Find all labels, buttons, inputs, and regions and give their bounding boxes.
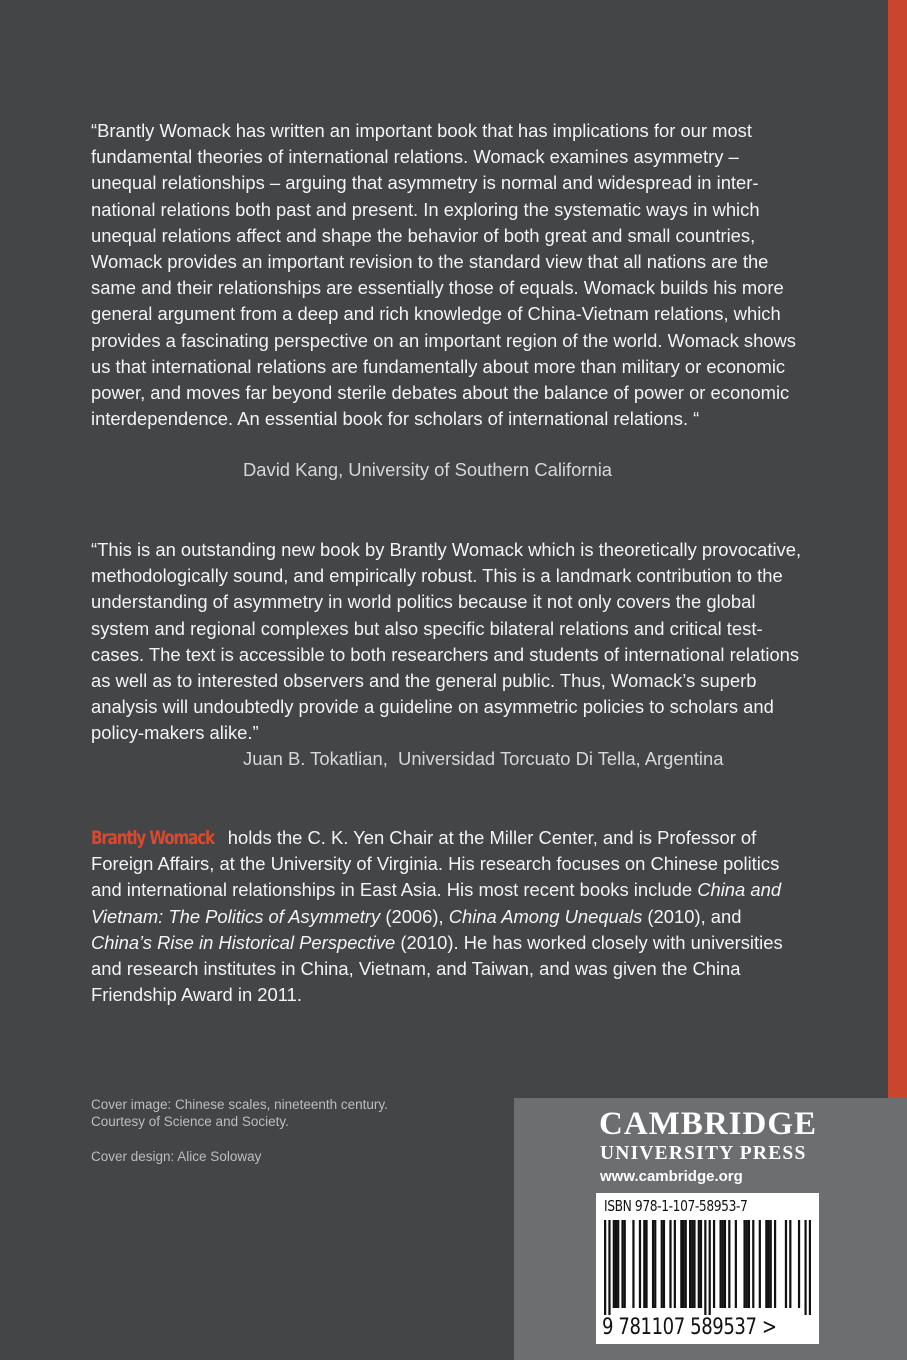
barcode-bar xyxy=(693,1220,695,1308)
barcode-bar xyxy=(685,1220,687,1308)
barcode-bar xyxy=(785,1220,787,1308)
barcode-digits: 9 781107 589537 > xyxy=(602,1315,777,1340)
barcode-bar xyxy=(613,1220,615,1308)
book-title-1: China and Vietnam: The Politics of Asymmetry xyxy=(91,879,782,927)
barcode-box xyxy=(596,1193,819,1344)
barcode-bar xyxy=(724,1220,726,1308)
barcode-bar xyxy=(809,1220,811,1315)
barcode-bar xyxy=(654,1220,656,1308)
barcode-bar xyxy=(643,1220,645,1308)
barcode-bar xyxy=(669,1220,671,1308)
isbn-label: ISBN 978-1-107-58953-7 xyxy=(604,1197,748,1215)
barcode-bar xyxy=(789,1220,791,1308)
barcode-bar xyxy=(798,1220,800,1308)
author-name: Brantly Womack xyxy=(91,827,214,849)
barcode-bar xyxy=(615,1220,617,1308)
barcode-bar xyxy=(682,1220,684,1308)
publisher-name: CAMBRIDGE xyxy=(599,1106,818,1142)
barcode-bar xyxy=(767,1220,769,1308)
barcode-bar xyxy=(680,1220,682,1308)
barcode-bar xyxy=(735,1220,737,1308)
publisher-url: www.cambridge.org xyxy=(600,1168,743,1185)
cover-design-credit: Cover design: Alice Soloway xyxy=(91,1149,262,1164)
bio-text-2: (2006), xyxy=(380,905,449,927)
barcode-bar xyxy=(661,1220,663,1308)
spine-accent-strip xyxy=(888,0,907,1098)
barcode-bar xyxy=(608,1220,610,1315)
bio-text-4: (2010). He has worked closely with universities and research institutes in China, Vietnam, and Taiwan, and was given the China Friendship Award in 2011. xyxy=(91,931,783,1006)
bio-text-3: (2010), and xyxy=(642,905,742,927)
barcode-bar xyxy=(663,1220,665,1308)
publisher-panel xyxy=(514,1098,907,1360)
barcode-bar xyxy=(621,1220,623,1308)
barcode-bar xyxy=(713,1220,715,1308)
publisher-press: UNIVERSITY PRESS xyxy=(600,1143,807,1164)
review-quote-2: “This is an outstanding new book by Brantly Womack which is theoretically provocative, methodologically sound, and empirically robust. This is a landmark contribution to the understanding of asymmetry in world politics because it not only covers the global system and regional complexes but also specific bilateral relations and critical test-cases. The text is accessible to both researchers and students of international relations as well as to interested observers and the general public. Thus, Womack’s superb analysis will undoubtedly provide a guideline on asymmetric policies to scholars and policy-makers alike.” xyxy=(91,539,802,744)
barcode-bar xyxy=(752,1220,754,1308)
barcode-bar xyxy=(624,1220,626,1308)
review-attribution-2: Juan B. Tokatlian, Universidad Torcuato Di Tella, Argentina xyxy=(243,748,724,769)
barcode-bar xyxy=(709,1220,711,1315)
book-title-3: China’s Rise in Historical Perspective xyxy=(91,931,396,953)
barcode-icon xyxy=(604,1220,811,1315)
barcode-bar xyxy=(743,1220,745,1308)
cover-image-credit-line-2: Courtesy of Science and Society. xyxy=(91,1114,289,1129)
barcode-bar xyxy=(698,1220,700,1308)
barcode-bar xyxy=(770,1220,772,1308)
barcode-bar xyxy=(617,1220,619,1308)
barcode-bar xyxy=(604,1220,606,1315)
barcode-bar xyxy=(746,1220,748,1308)
review-quote-1: “Brantly Womack has written an important book that has implications for our most fundamental theories of international relations. Womack examines asymmetry – unequal relationships – arguing that asymmetry is normal and widespread in international relations both past and present. In exploring the systematic ways in which unequal relations affect and shape the behavior of both great and small countries, Womack provides an important revision to the standard view that all nations are the same and their relationships are essentially those of equals. Womack builds his more general argument from a deep and rich knowledge of China-Vietnam relations, which provides a fascinating perspective on an important region of the world. Womack shows us that international relations are fundamentally about more than military or economic power, and moves far beyond sterile debates about the balance of power or economic interdependence. An essential book for scholars of international relations. “ xyxy=(91,120,796,430)
barcode-bar xyxy=(748,1220,750,1308)
barcode-bar xyxy=(765,1220,767,1308)
barcode-bar xyxy=(704,1220,706,1315)
barcode-bar xyxy=(674,1220,676,1308)
barcode-bar xyxy=(774,1220,776,1308)
barcode-bar xyxy=(759,1220,761,1308)
cover-image-credit-line-1: Cover image: Chinese scales, nineteenth century. xyxy=(91,1097,388,1112)
barcode-bar xyxy=(719,1220,721,1308)
bio-text-1: holds the C. K. Yen Chair at the Miller Center, and is Professor of Foreign Affairs, at the University of Virginia. His research focuses on Chinese politics and international relationships in East Asia. His most recent books include xyxy=(91,827,780,901)
barcode-bar xyxy=(632,1220,634,1308)
barcode-bar xyxy=(645,1220,647,1308)
barcode-bar xyxy=(652,1220,654,1308)
barcode-bar xyxy=(689,1220,691,1308)
barcode-bar xyxy=(700,1220,702,1308)
barcode-bar xyxy=(639,1220,641,1308)
barcode-bar xyxy=(728,1220,730,1308)
book-title-2: China Among Unequals xyxy=(448,905,643,927)
barcode-bar xyxy=(691,1220,693,1308)
cover-image-credit xyxy=(91,1096,388,1130)
review-attribution-1: David Kang, University of Southern California xyxy=(243,459,613,480)
barcode-bar xyxy=(722,1220,724,1308)
author-bio xyxy=(91,825,803,1008)
barcode-bar xyxy=(804,1220,806,1315)
